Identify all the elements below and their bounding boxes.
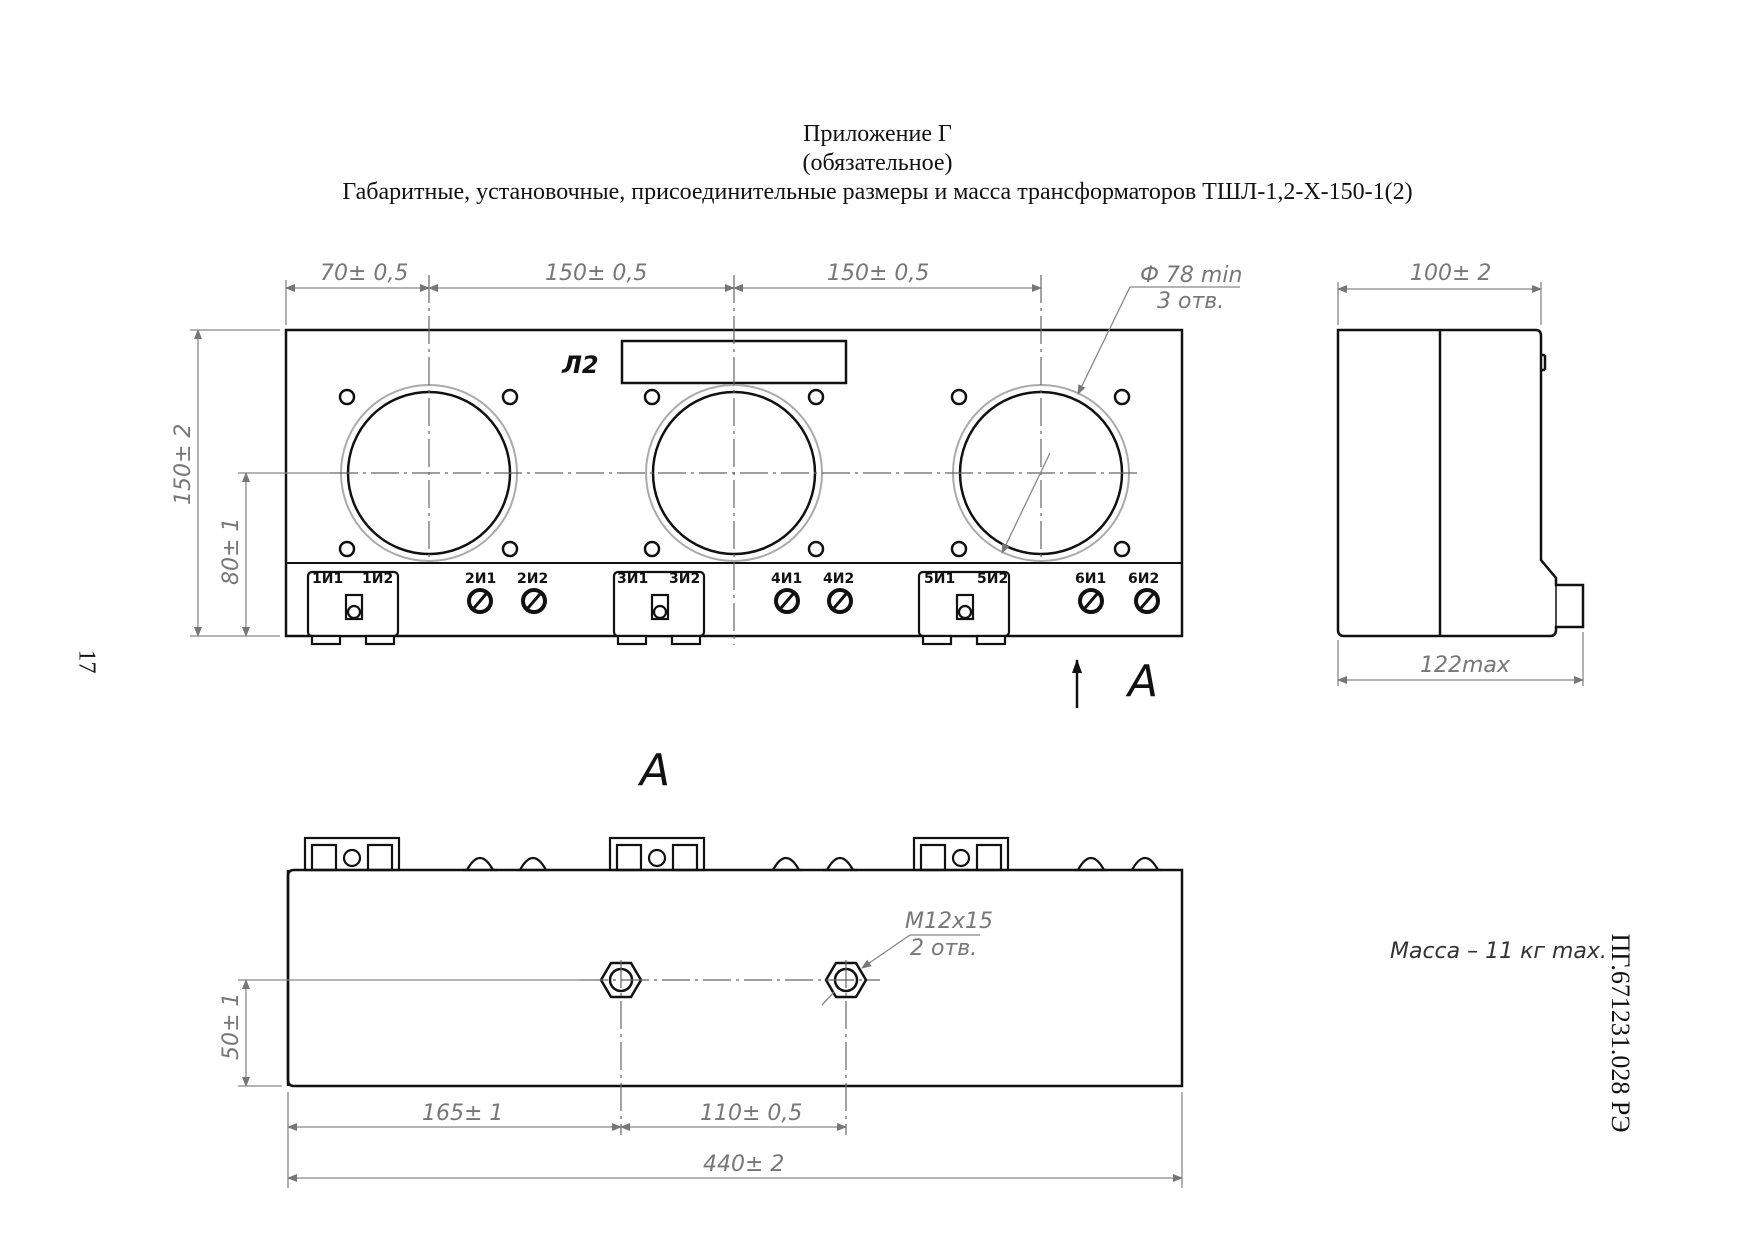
terminal-1i1: 1И1	[312, 571, 344, 587]
terminal-5i1: 5И1	[924, 571, 956, 587]
side-dimensions	[1338, 282, 1583, 686]
terminal-blocks	[308, 572, 1009, 644]
dim-70: 70± 0,5	[320, 261, 409, 286]
dim-depth-100: 100± 2	[1410, 261, 1492, 286]
screw-terminals	[469, 590, 1158, 612]
dim-440: 440± 2	[703, 1152, 785, 1177]
marking-label: Л2	[562, 351, 599, 379]
dim-diameter-count: 3 отв.	[1157, 289, 1225, 314]
appendix-status: (обязательное)	[802, 150, 953, 176]
appendix-title: Приложение Г	[803, 121, 952, 147]
mass-note: Масса – 11 кг max.	[1390, 939, 1607, 964]
side-view	[1338, 330, 1583, 636]
dim-150-b: 150± 0,5	[827, 261, 930, 286]
terminal-6i2: 6И2	[1128, 571, 1160, 587]
terminal-labels	[312, 571, 1159, 587]
dim-110: 110± 0,5	[700, 1101, 803, 1126]
dim-165: 165± 1	[422, 1101, 504, 1126]
bottom-view	[288, 838, 1182, 1086]
view-marker-a: А	[1128, 656, 1159, 707]
appendix-caption: Габаритные, установочные, присоединительные размеры и масса трансформаторов ТШЛ-1,2-Х-150-1(2)	[342, 179, 1413, 205]
dim-max-122: 122max	[1420, 653, 1510, 678]
front-view	[286, 275, 1182, 708]
terminal-3i1: 3И1	[617, 571, 649, 587]
dim-height-50: 50± 1	[219, 992, 244, 1060]
document-code: ПГ.671231.028 РЭ	[1606, 933, 1635, 1133]
dim-150-a: 150± 0,5	[545, 261, 648, 286]
bottom-view-title: А	[640, 745, 671, 796]
terminal-2i2: 2И2	[517, 571, 549, 587]
terminal-6i1: 6И1	[1075, 571, 1107, 587]
page-number: 17	[73, 649, 100, 674]
terminal-3i2: 3И2	[669, 571, 701, 587]
terminal-1i2: 1И2	[362, 571, 394, 587]
dim-height-150: 150± 2	[171, 423, 196, 505]
dim-height-80: 80± 1	[219, 517, 244, 585]
terminal-2i1: 2И1	[465, 571, 497, 587]
dim-thread-count: 2 отв.	[910, 936, 978, 961]
dim-thread: М12х15	[905, 909, 993, 934]
terminal-5i2: 5И2	[977, 571, 1009, 587]
dim-diameter: Ф 78 min	[1140, 263, 1243, 288]
terminal-4i1: 4И1	[771, 571, 803, 587]
terminal-4i2: 4И2	[823, 571, 855, 587]
bottom-dimensions	[238, 935, 1182, 1188]
